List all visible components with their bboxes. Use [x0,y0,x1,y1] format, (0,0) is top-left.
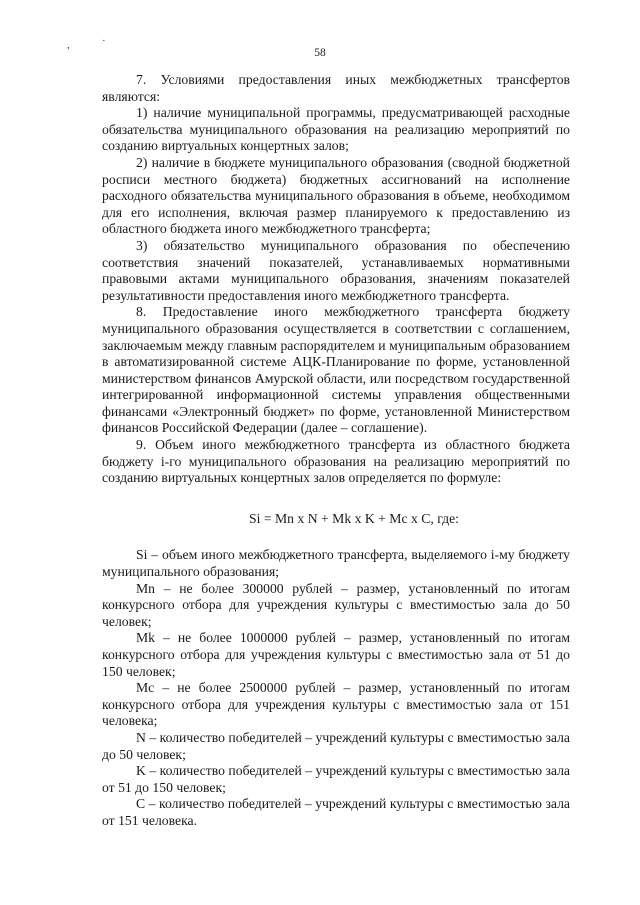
definition-si: Si – объем иного межбюджетного трансферта, выделяемого i-му бюджету муниципального образования; [102,547,570,580]
scan-speck: , [67,39,70,51]
paragraph-7: 7. Условиями предоставления иных межбюджетных трансфертов являются: [102,72,570,104]
definition-n: N – количество победителей – учреждений культуры с вместимостью зала до 50 человек; [102,729,570,762]
definition-c: C – количество победителей – учреждений культуры с вместимостью зала от 151 человека. [102,796,570,828]
definition-mc: Mc – не более 2500000 рублей – размер, установленный по итогам конкурсного отбора для учреждения культуры с вместимостью зала от 151 человека; [102,680,570,729]
paragraph-8: 8. Предоставление иного межбюджетного трансферта бюджету муниципального образования осуществляется в соответствии с соглашением, заключаемым между главным распорядителем и муниципальным образованием в автоматизированной системе АЦК-Планирование по форме, установленной министерством финансов Амурской области, или посредством государственной интегрированной информационной системы управления общественными финансами «Электронный бюджет» по форме, установленной Министерством финансов Российской Федерации (далее – соглашение). [102,304,570,436]
definition-mn: Mn – не более 300000 рублей – размер, установленный по итогам конкурсного отбора для учреждения культуры с вместимостью зала до 50 человек; [102,580,570,629]
condition-3: 3) обязательство муниципального образования по обеспечению соответствия значений показателей, устанавливаемых нормативными правовыми актами муниципального образования, значениям показателей результативности предоставления иного межбюджетного трансферта. [102,237,570,303]
document-body [102,72,570,830]
page-number: 58 [314,47,326,59]
definition-k: K – количество победителей – учреждений культуры с вместимостью зала от 51 до 150 человек; [102,763,570,795]
paragraph-9: 9. Объем иного межбюджетного трансферта из областного бюджета бюджету i-го муниципального образования на реализацию мероприятий по созданию виртуальных концертных залов определяется по формуле: [102,437,570,486]
formula: Si = Mn x N + Mk x K + Mc x C, где: [249,510,459,526]
scan-speck: · [102,35,106,47]
condition-2: 2) наличие в бюджете муниципального образования (сводной бюджетной росписи местного бюджета) бюджетных ассигнований на исполнение расходного обязательства муниципального образования в объеме, необходимом для его исполнения, включая размер планируемого к предоставлению из областного бюджета иного межбюджетного трансферта; [102,154,570,237]
definition-mk: Mk – не более 1000000 рублей – размер, установленный по итогам конкурсного отбора для учреждения культуры с вместимостью зала от 51 до 150 человек; [102,630,570,679]
condition-1: 1) наличие муниципальной программы, предусматривающей расходные обязательства муниципального образования на реализацию мероприятий по созданию виртуальных концертных залов; [102,105,570,154]
